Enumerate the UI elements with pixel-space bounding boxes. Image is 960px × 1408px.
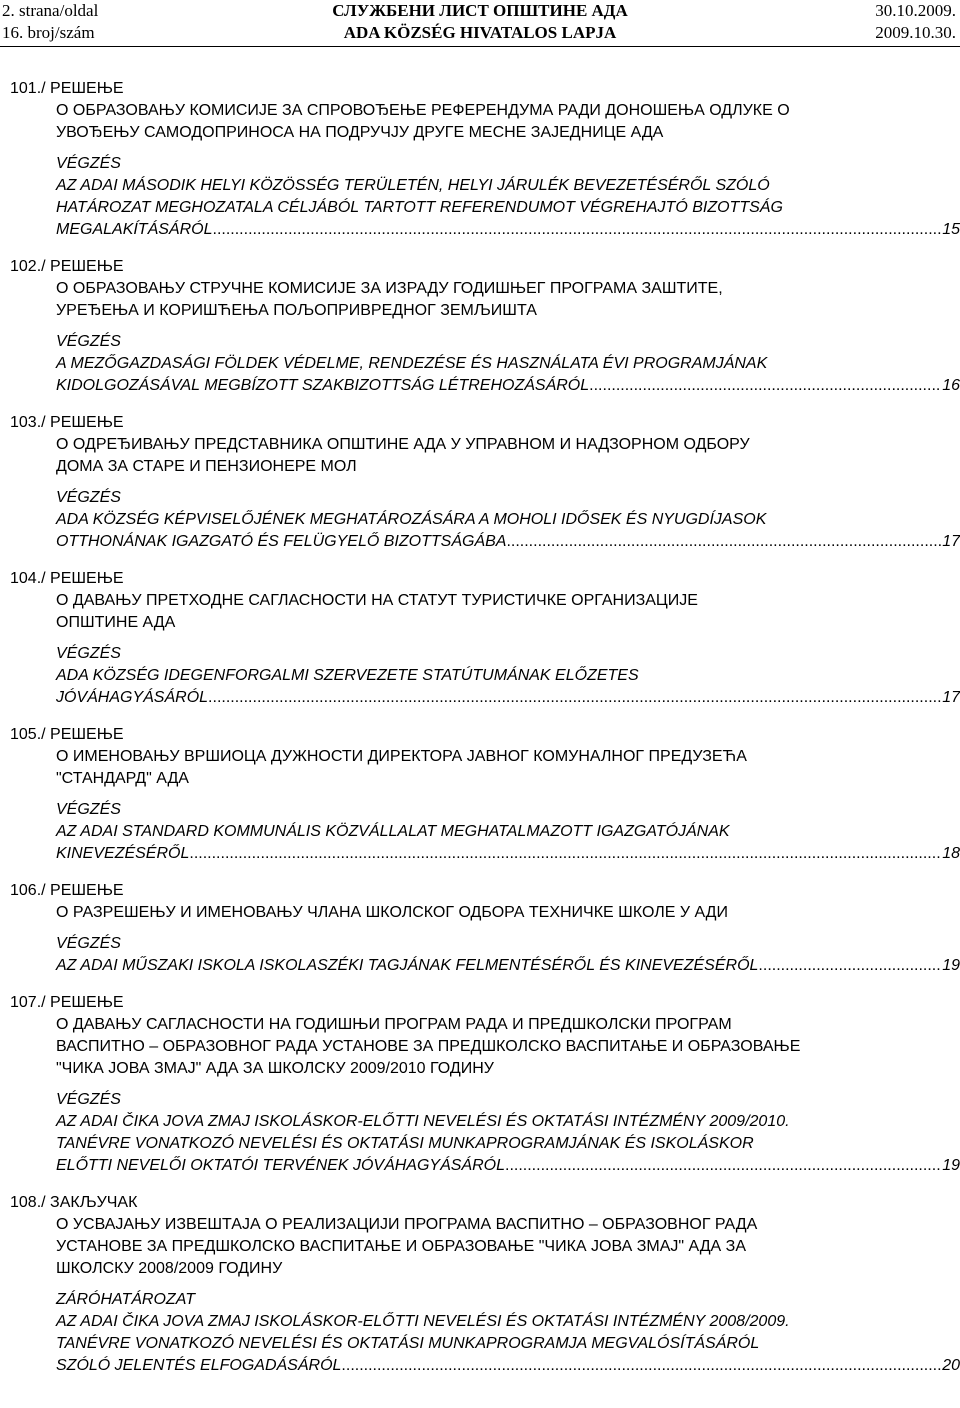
toc-entry [0,1192,960,1377]
entry-page-number: 17 [942,533,960,550]
toc-entry [0,78,960,241]
entry-title-sr-line: УВОЂЕЊУ САМОДОПРИНОСА НА ПОДРУЧЈУ ДРУГЕ МЕСНЕ ЗАЈЕДНИЦЕ АДА [56,124,664,141]
entry-page-number: 20 [942,1357,960,1374]
entry-type-sr: / РЕШЕЊЕ [41,994,124,1011]
toc-entry [0,256,960,397]
entry-title-sr-line: О ИМЕНОВАЊУ ВРШИОЦА ДУЖНОСТИ ДИРЕКТОРА ЈАВНОГ КОМУНАЛНОГ ПРЕДУЗЕЋА [56,748,747,765]
entry-title-hu-line: AZ ADAI ČIKA JOVA ZMAJ ISKOLÁSKOR-ELŐTTI NEVELÉSI ÉS OKTATÁSI INTÉZMÉNY 2008/2009. [56,1313,790,1330]
dot-leader [208,687,941,709]
publication-title-sr: СЛУЖБЕНИ ЛИСТ ОПШТИНЕ АДА [332,1,628,20]
entry-number: 106. [10,882,42,899]
publication-title-hu: ADA KÖZSÉG HIVATALOS LAPJA [343,23,617,42]
entry-title-sr-line: "ЧИКА ЈОВА ЗМАЈ" АДА ЗА ШКОЛСКУ 2009/2010 ГОДИНУ [56,1060,494,1077]
toc-entry [0,568,960,709]
dot-leader [189,843,941,865]
entry-heading [0,78,960,100]
entry-type-sr: / РЕШЕЊЕ [41,258,124,275]
entry-heading [0,880,960,902]
entry-heading [0,992,960,1014]
entry-body [0,278,960,397]
dot-leader [213,219,942,241]
entry-page-number: 19 [942,1157,960,1174]
entry-title-hu-line: AZ ADAI ČIKA JOVA ZMAJ ISKOLÁSKOR-ELŐTTI NEVELÉSI ÉS OKTATÁSI INTÉZMÉNY 2009/2010. [56,1113,790,1130]
entry-number: 107. [10,994,42,1011]
entry-title-sr-line: О ОБРАЗОВАЊУ КОМИСИЈЕ ЗА СПРОВОЂЕЊЕ РЕФЕРЕНДУМА РАДИ ДОНОШЕЊА ОДЛУКЕ О [56,102,790,119]
entry-title-hu-last-line [56,1155,960,1177]
entry-title-sr-line: ВАСПИТНО – ОБРАЗОВНОГ РАДА УСТАНОВЕ ЗА ПРЕДШКОЛСКО ВАСПИТАЊЕ И ОБРАЗОВАЊЕ [56,1038,801,1055]
entry-type-hu: VÉGZÉS [56,645,121,662]
entry-title-hu-line: TANÉVRE VONATKOZÓ NEVELÉSI ÉS OKTATÁSI MUNKAPROGRAMJÁNAK ÉS ISKOLÁSKOR [56,1135,754,1152]
entry-type-sr: / РЕШЕЊЕ [41,80,124,97]
entry-body [0,434,960,553]
entry-number: 104. [10,570,42,587]
entry-type-hu: VÉGZÉS [56,1091,121,1108]
dot-leader [341,1355,941,1377]
entry-title-sr-line: ШКОЛСКУ 2008/2009 ГОДИНУ [56,1260,283,1277]
header-center [0,0,960,44]
entry-type-hu: VÉGZÉS [56,333,121,350]
entry-title-hu-line: ADA KÖZSÉG IDEGENFORGALMI SZERVEZETE STATÚTUMÁNAK ELŐZETES [56,667,639,684]
entry-type-hu: VÉGZÉS [56,801,121,818]
entry-heading [0,256,960,278]
entry-title-hu-last-text: ELŐTTI NEVELŐI OKTATÓI TERVÉNEK JÓVÁHAGYÁSÁRÓL [56,1157,505,1174]
toc-entry [0,412,960,553]
table-of-contents [0,78,960,1392]
entry-page-number: 19 [942,957,960,974]
header-right [875,0,956,44]
toc-entry [0,724,960,865]
date-sr: 30.10.2009. [875,1,956,20]
entry-title-hu-line: AZ ADAI MÁSODIK HELYI KÖZÖSSÉG TERÜLETÉN, HELYI JÁRULÉK BEVEZETÉSÉRŐL SZÓLÓ [56,177,770,194]
entry-title-hu-last-line [56,955,960,977]
entry-page-number: 15 [942,221,960,238]
entry-type-sr: / РЕШЕЊЕ [41,570,124,587]
dot-leader [758,955,941,977]
toc-entry [0,880,960,977]
entry-type-hu: VÉGZÉS [56,155,121,172]
entry-title-hu-last-text: AZ ADAI MŰSZAKI ISKOLA ISKOLASZÉKI TAGJÁNAK FELMENTÉSÉRŐL ÉS KINEVEZÉSÉRŐL [56,957,759,974]
entry-body [0,1014,960,1177]
entry-title-hu-last-line [56,687,960,709]
entry-title-hu-line: A MEZŐGAZDASÁGI FÖLDEK VÉDELME, RENDEZÉSE ÉS HASZNÁLATA ÉVI PROGRAMJÁNAK [56,355,768,372]
entry-title-sr-line: О ДАВАЊУ ПРЕТХОДНЕ САГЛАСНОСТИ НА СТАТУТ ТУРИСТИЧКЕ ОРГАНИЗАЦИЈЕ [56,592,698,609]
entry-title-sr-line: О ДАВАЊУ САГЛАСНОСТИ НА ГОДИШЊИ ПРОГРАМ РАДА И ПРЕДШКОЛСКИ ПРОГРАМ [56,1016,732,1033]
entry-title-hu-last-line [56,1355,960,1377]
entry-body [0,590,960,709]
entry-title-sr-line: О РАЗРЕШЕЊУ И ИМЕНОВАЊУ ЧЛАНА ШКОЛСКОГ ОДБОРА ТЕХНИЧКЕ ШКОЛЕ У АДИ [56,904,728,921]
entry-number: 108. [10,1194,42,1211]
entry-type-sr: / РЕШЕЊЕ [41,414,124,431]
entry-type-hu: ZÁRÓHATÁROZAT [56,1291,195,1308]
entry-number: 105. [10,726,42,743]
entry-number: 102. [10,258,42,275]
entry-page-number: 17 [942,689,960,706]
entry-title-hu-last-line [56,843,960,865]
entry-heading [0,412,960,434]
entry-title-hu-line: AZ ADAI STANDARD KOMMUNÁLIS KÖZVÁLLALAT MEGHATALMAZOTT IGAZGATÓJÁNAK [56,823,730,840]
entry-title-hu-last-text: SZÓLÓ JELENTÉS ELFOGADÁSÁRÓL [56,1357,342,1374]
entry-title-hu-line: ADA KÖZSÉG KÉPVISELŐJÉNEK MEGHATÁROZÁSÁRA A MOHOLI IDŐSEK ÉS NYUGDÍJASOK [56,511,767,528]
page-number: 2. strana/oldal [2,1,99,20]
entry-title-hu-last-text: JÓVÁHAGYÁSÁRÓL [56,689,209,706]
entry-type-hu: VÉGZÉS [56,935,121,952]
entry-title-hu-last-text: KIDOLGOZÁSÁVAL MEGBÍZOTT SZAKBIZOTTSÁG LÉTREHOZÁSÁRÓL [56,377,590,394]
toc-entry [0,992,960,1177]
entry-type-hu: VÉGZÉS [56,489,121,506]
entry-page-number: 18 [942,845,960,862]
dot-leader [506,531,941,553]
entry-body [0,1214,960,1377]
entry-title-sr-line: О ОБРАЗОВАЊУ СТРУЧНЕ КОМИСИЈЕ ЗА ИЗРАДУ ГОДИШЊЕГ ПРОГРАМА ЗАШТИТЕ, [56,280,723,297]
entry-title-hu-line: HATÁROZAT MEGHOZATALA CÉLJÁBÓL TARTOTT REFERENDUMOT VÉGREHAJTÓ BIZOTTSÁG [56,199,783,216]
entry-title-sr-line: О ОДРЕЂИВАЊУ ПРЕДСТАВНИКА ОПШТИНЕ АДА У УПРАВНОМ И НАДЗОРНОМ ОДБОРУ [56,436,750,453]
entry-title-hu-last-text: KINEVEZÉSÉRŐL [56,845,190,862]
entry-title-hu-last-line [56,219,960,241]
entry-title-sr-line: ДОМА ЗА СТАРЕ И ПЕНЗИОНЕРЕ МОЛ [56,458,357,475]
entry-title-hu-last-line [56,531,960,553]
page-header [0,0,960,48]
entry-type-sr: / РЕШЕЊЕ [41,882,124,899]
entry-title-sr-line: "СТАНДАРД" АДА [56,770,189,787]
entry-body [0,902,960,977]
entry-title-sr-line: УСТАНОВЕ ЗА ПРЕДШКОЛСКО ВАСПИТАЊЕ И ОБРАЗОВАЊЕ "ЧИКА ЈОВА ЗМАЈ" АДА ЗА [56,1238,746,1255]
entry-number: 101. [10,80,42,97]
entry-title-sr-line: УРЕЂЕЊА И КОРИШЋЕЊА ПОЉОПРИВРЕДНОГ ЗЕМЉИШТА [56,302,537,319]
entry-heading [0,724,960,746]
entry-title-hu-last-line [56,375,960,397]
entry-type-sr: / ЗАКЉУЧАК [41,1194,138,1211]
entry-title-hu-last-text: MEGALAKÍTÁSÁRÓL [56,221,213,238]
header-divider [0,46,960,47]
date-hu: 2009.10.30. [875,23,956,42]
entry-type-sr: / РЕШЕЊЕ [41,726,124,743]
entry-body [0,746,960,865]
entry-number: 103. [10,414,42,431]
issue-number: 16. broj/szám [2,23,95,42]
dot-leader [505,1155,941,1177]
dot-leader [589,375,941,397]
entry-body [0,100,960,241]
entry-heading [0,1192,960,1214]
entry-heading [0,568,960,590]
entry-title-hu-line: TANÉVRE VONATKOZÓ NEVELÉSI ÉS OKTATÁSI MUNKAPROGRAMJA MEGVALÓSÍTÁSÁRÓL [56,1335,760,1352]
entry-title-hu-last-text: OTTHONÁNAK IGAZGATÓ ÉS FELÜGYELŐ BIZOTTSÁGÁBA [56,533,507,550]
entry-page-number: 16 [942,377,960,394]
entry-title-sr-line: О УСВАЈАЊУ ИЗВЕШТАЈА О РЕАЛИЗАЦИЈИ ПРОГРАМА ВАСПИТНО – ОБРАЗОВНОГ РАДА [56,1216,758,1233]
entry-title-sr-line: ОПШТИНЕ АДА [56,614,176,631]
